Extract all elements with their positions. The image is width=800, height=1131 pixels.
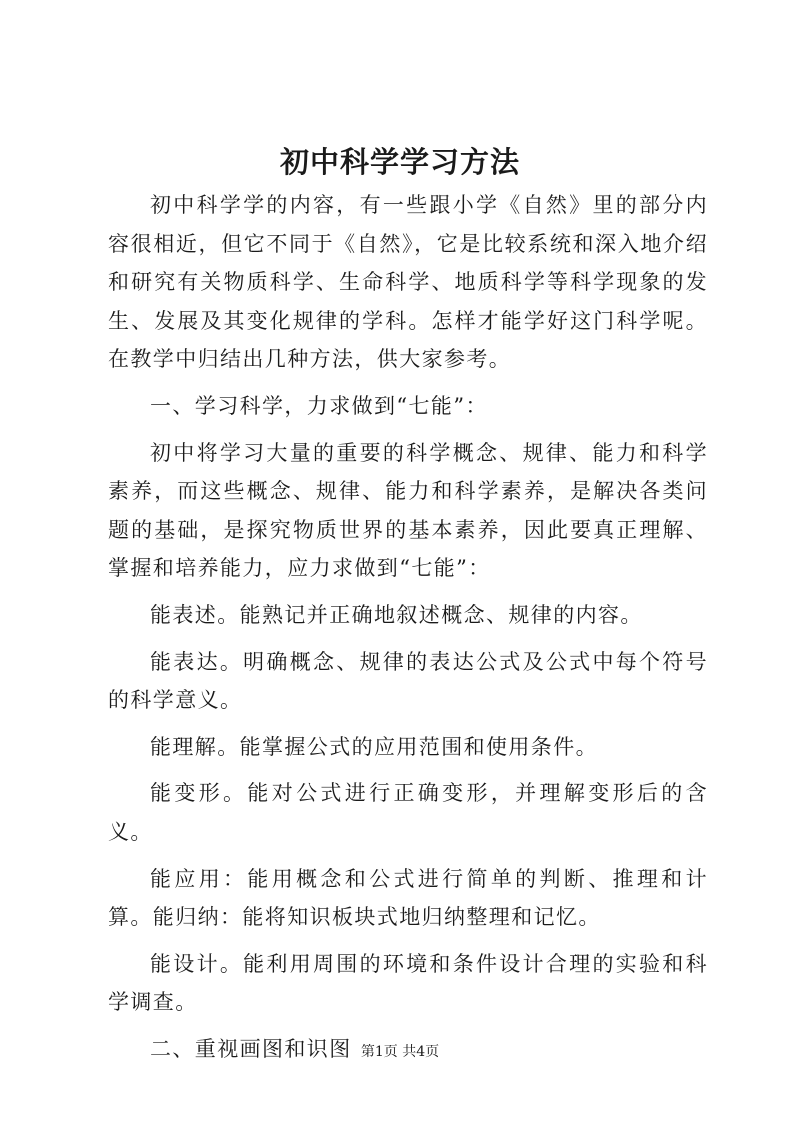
paragraph-intro: 初中科学学的内容，有一些跟小学《自然》里的部分内容很相近，但它不同于《自然》，它是比较系统和深入地介绍和研究有关物质科学、生命科学、地质科学等科学现象的发生、发展及其变化规律的学科。怎样才能学好这门科学呢。在教学中归结出几种方法，供大家参考。 [108, 193, 708, 372]
ability-item-transform: 能变形。能对公式进行正确变形，并理解变形后的含义。 [108, 781, 708, 844]
ability-item-understand: 能理解。能掌握公式的应用范围和使用条件。 [150, 734, 598, 759]
document-title: 初中科学学习方法 [279, 145, 520, 179]
ability-item-design: 能设计。能利用周围的环境和条件设计合理的实验和科学调查。 [108, 951, 708, 1015]
ability-item-express: 能表述。能熟记并正确地叙述概念、规律的内容。 [150, 602, 643, 627]
section-heading-2: 二、重视画图和识图 [150, 1036, 352, 1061]
ability-item-formula: 能表达。明确概念、规律的表达公式及公式中每个符号的科学意义。 [108, 649, 708, 713]
section-heading-1: 一、学习科学，力求做到“七能”： [150, 393, 488, 418]
ability-item-apply: 能应用：能用概念和公式进行简单的判断、推理和计算。能归纳：能将知识板块式地归纳整理和记忆。 [108, 866, 708, 930]
paragraph-seven-abilities: 初中将学习大量的重要的科学概念、规律、能力和科学素养，而这些概念、规律、能力和科学素养，是解决各类问题的基础，是探究物质世界的基本素养，因此要真正理解、掌握和培养能力，应力求做到“七能”： [108, 440, 708, 581]
document-body [108, 186, 708, 1076]
page-number-footer: 第1页 共4页 [360, 1044, 440, 1060]
